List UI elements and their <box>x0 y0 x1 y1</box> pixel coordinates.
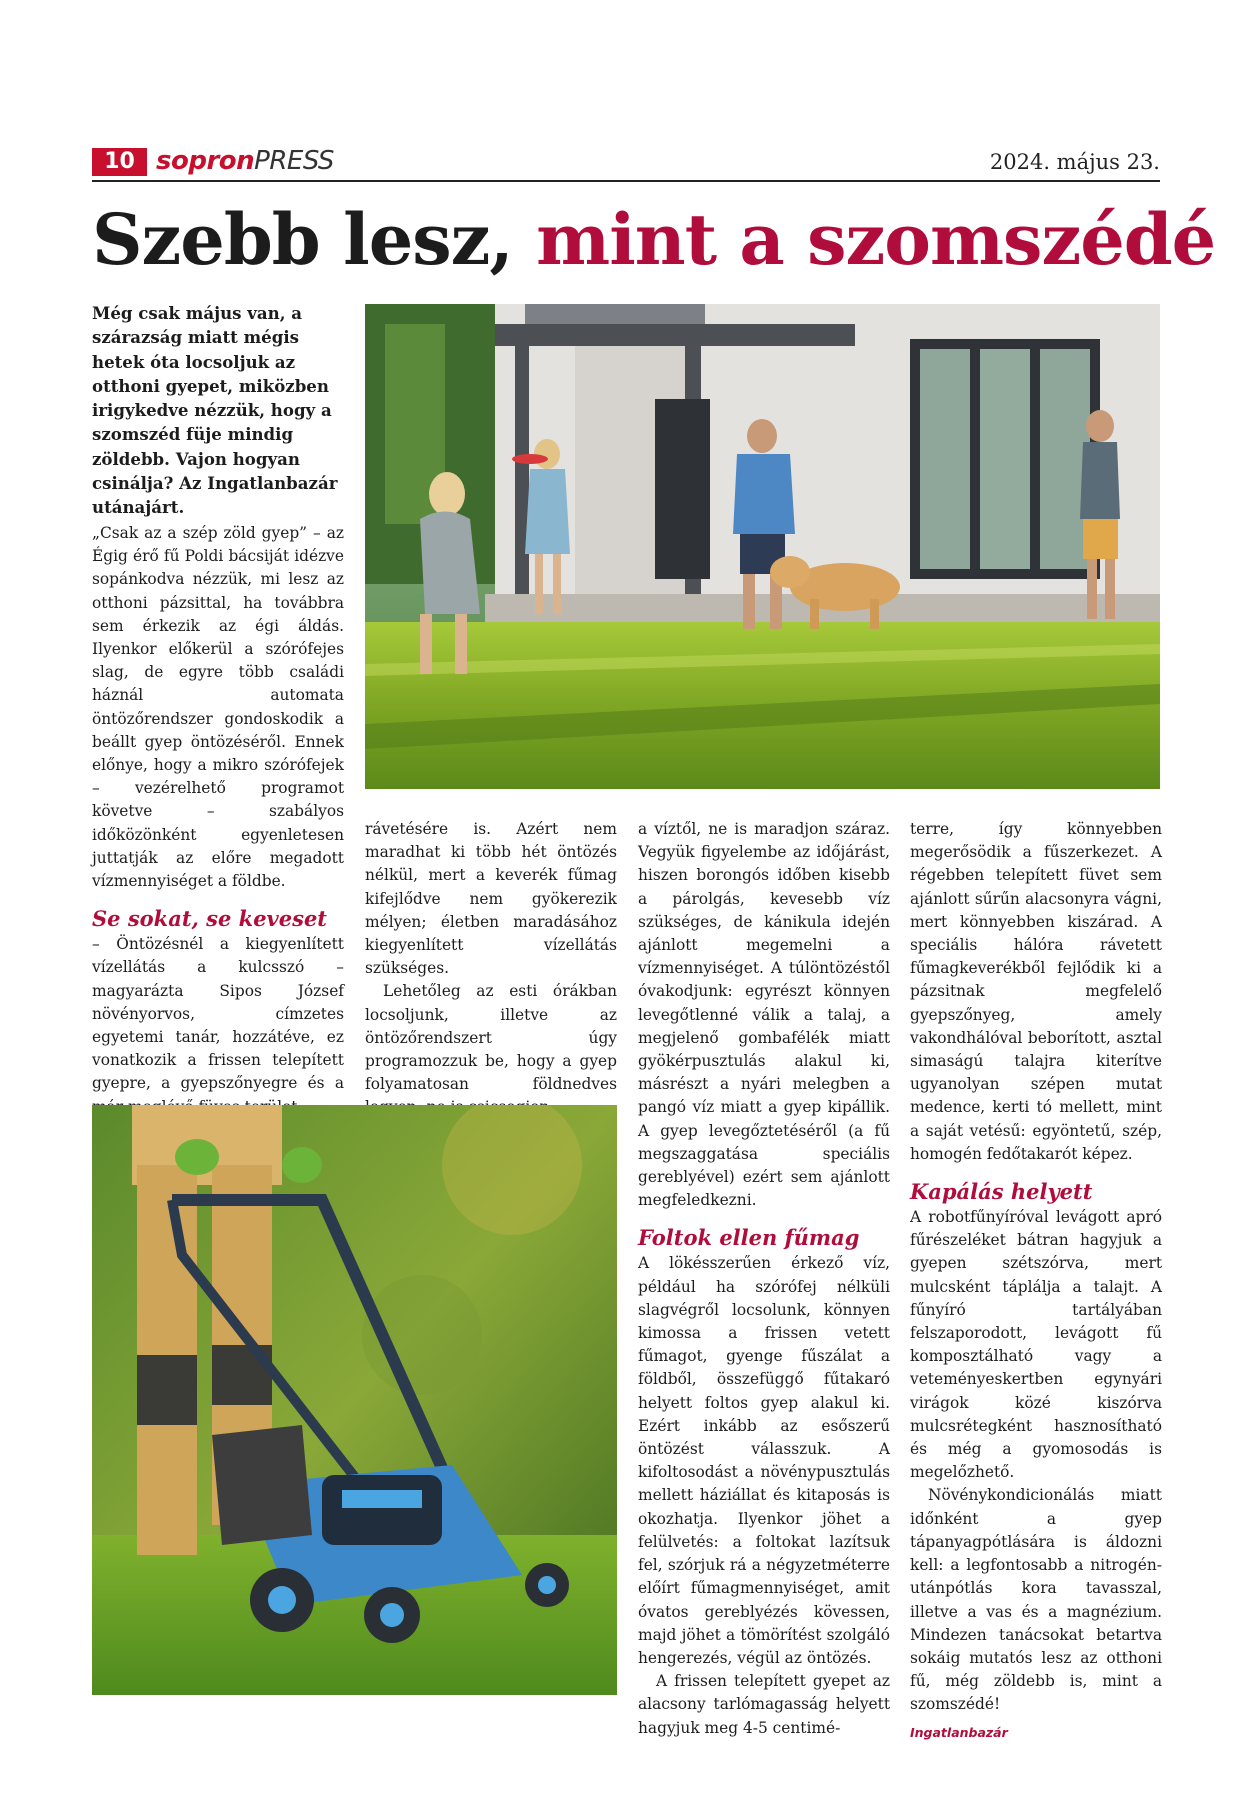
col3-paragraph-2: A lökésszerűen érkező víz, például ha szórófej nélküli slagvégről locsolunk, könnyen kimossa a frissen vetett fűmagot, gyenge fűszálat a földből, összefüggő fűtakaró helyett foltos gyep alakul ki. Ezért inkább az esőszerű öntözést válasszuk. A kifoltosodást a növénypusztulás mellett háziállat és kitaposás is okozhatja. Ilyenkor jöhet a felülvetés: a foltokat lazítsuk fel, szórjuk rá a négyzetméterre előírt fűmagmennyiséget, amit óvatos gereblyézés kövessen, majd jöhet a tömörítést szolgáló hengerezés, végül az öntözés. <box>638 1254 890 1667</box>
headline-part1: Szebb lesz, <box>92 198 537 281</box>
headline <box>92 196 1215 284</box>
col1-paragraph-2: – Öntözésnél a kiegyenlített vízellátás a kulcsszó – magyarázta Sipos József növényorvos, címzetes egyetemi tanár, hozzátéve, ez vonatkozik a frissen telepített gyepre, a gyepszőnyegre és a <box>92 935 344 1093</box>
subhead-se-sokat: Se sokat, se keveset <box>92 906 327 932</box>
author-signature: Ingatlanbazár <box>910 1724 1008 1740</box>
column-1 <box>92 522 344 1119</box>
logo-press: PRESS <box>254 146 334 176</box>
family-garden-illustration <box>365 304 1160 789</box>
col2-paragraph-2: Lehetőleg az esti órákban locsoljunk, illetve az öntözőrendszert úgy programozzuk be, hogy a gyep folyamatosan földnedves <box>365 982 617 1094</box>
col2-paragraph-1: rávetésére is. Azért nem maradhat ki több hét öntözés nélkül, mert a keverék fűmag kifejlődve nem gyökerezik mélyen; életben maradásához kiegyenlített vízellátás szükséges. <box>365 820 617 978</box>
column-4 <box>910 818 1162 1744</box>
lawnmower-photo <box>92 1105 617 1695</box>
issue-date: 2024. május 23. <box>989 150 1160 174</box>
lead-paragraph: Még csak május van, a szárazság miatt mégis hetek óta locsoljuk az otthoni gyepet, miközben irigykedve nézzük, hogy a szomszéd füje mindig zöldebb. Vajon hogyan csinálja? Az Ingatlanbazár utánajárt. <box>92 303 338 518</box>
logo-sopron: sopron <box>156 146 255 176</box>
col4-paragraph-1: terre, így könnyebben megerősödik a fűszerkezet. A régebben telepített füvet sem ajánlott sűrűn alacsonyra vágni, mert könnyebben kiszárad. A speciális hálóra rávetett fűmagkeverékből fejlődik ki a pázsitnak megfelelő gyepszőnyeg, amely vakondhálóval beborított, asztal simaságú talajra kiterítve ugyanolyan szépen mutat medence, kerti tó mellett, mint a saját vetésű: egyöntetű, szép, homogén fedőtakarót képez. <box>910 820 1162 1163</box>
column-3 <box>638 818 890 1740</box>
lawnmower-illustration <box>92 1105 617 1695</box>
header-divider <box>92 180 1160 182</box>
headline-part2: mint a szomszédé <box>536 198 1216 281</box>
col3-paragraph-1: a víztől, ne is maradjon száraz. Vegyük figyelembe az időjárást, hiszen borongós időben kisebb a párolgás, kevesebb víz szükséges, de kánikula idején ajánlott megemelni a vízmennyiséget. A túlöntözéstől óvakodjunk: egyrészt könnyen levegőtlenné válik a talaj, a megjelenő gombafélék miatt gyökérpusztulás alakul ki, másrészt a nyári melegben a pangó víz miatt a gyep kipállik. A gyep levegőztetéséről (a fű megszaggatása speciális gereblyével) ezért sem ajánlott megfeledkezni. <box>638 820 890 1210</box>
masthead-logo <box>156 144 334 178</box>
col3-paragraph-3: A frissen telepített gyepet az alacsony tarlómagasság helyett hagyjuk meg 4-5 centimé- <box>638 1672 890 1737</box>
col1-paragraph-1: „Csak az a szép zöld gyep” – az Égig érő fű Poldi bácsiját idézve sopánkodva nézzük, mi lesz az otthoni pázsittal, ha továbbra sem érkezik az égi áldás. Ilyenkor előkerül a szórófejes slag, de egyre több családi háznál automata öntözőrendszer gondoskodik a beállt gyep öntözéséről. Ennek előnye, hogy a mikro szórófejek – vezérelhető programot követve – szabályos időközönként egyenletesen juttatják az előre megadott vízmennyiséget a földbe. <box>92 524 344 891</box>
page-number: 10 <box>92 148 147 176</box>
subhead-kapalas: Kapálás helyett <box>910 1179 1093 1205</box>
column-2 <box>365 818 617 1120</box>
subhead-foltok: Foltok ellen fűmag <box>638 1225 860 1251</box>
col4-paragraph-3: Növénykondicionálás miatt időnként a gyep tápanyagpótlására is áldozni kell: a legfontosabb a nitrogén-utánpótlás kora tavasszal, illetve a vas és a magnézium. Mindezen tanácsokat betartva sokáig mutatós lesz az otthoni fű, még zöldebb is, mint a szomszédé! <box>910 1486 1162 1714</box>
family-garden-photo <box>365 304 1160 789</box>
col4-paragraph-2: A robotfűnyíróval levágott apró fűrészeléket bátran hagyjuk a gyepen szétszórva, mert mulcsként táplálja a talajt. A fűnyíró tartályában felszaporodott, levágott fű komposztálható vagy a veteményeskertben egynyári virágok közé kiszórva mulcsrétegként hasznosítható és még a gyomosodás is megelőzhető. <box>910 1208 1162 1482</box>
